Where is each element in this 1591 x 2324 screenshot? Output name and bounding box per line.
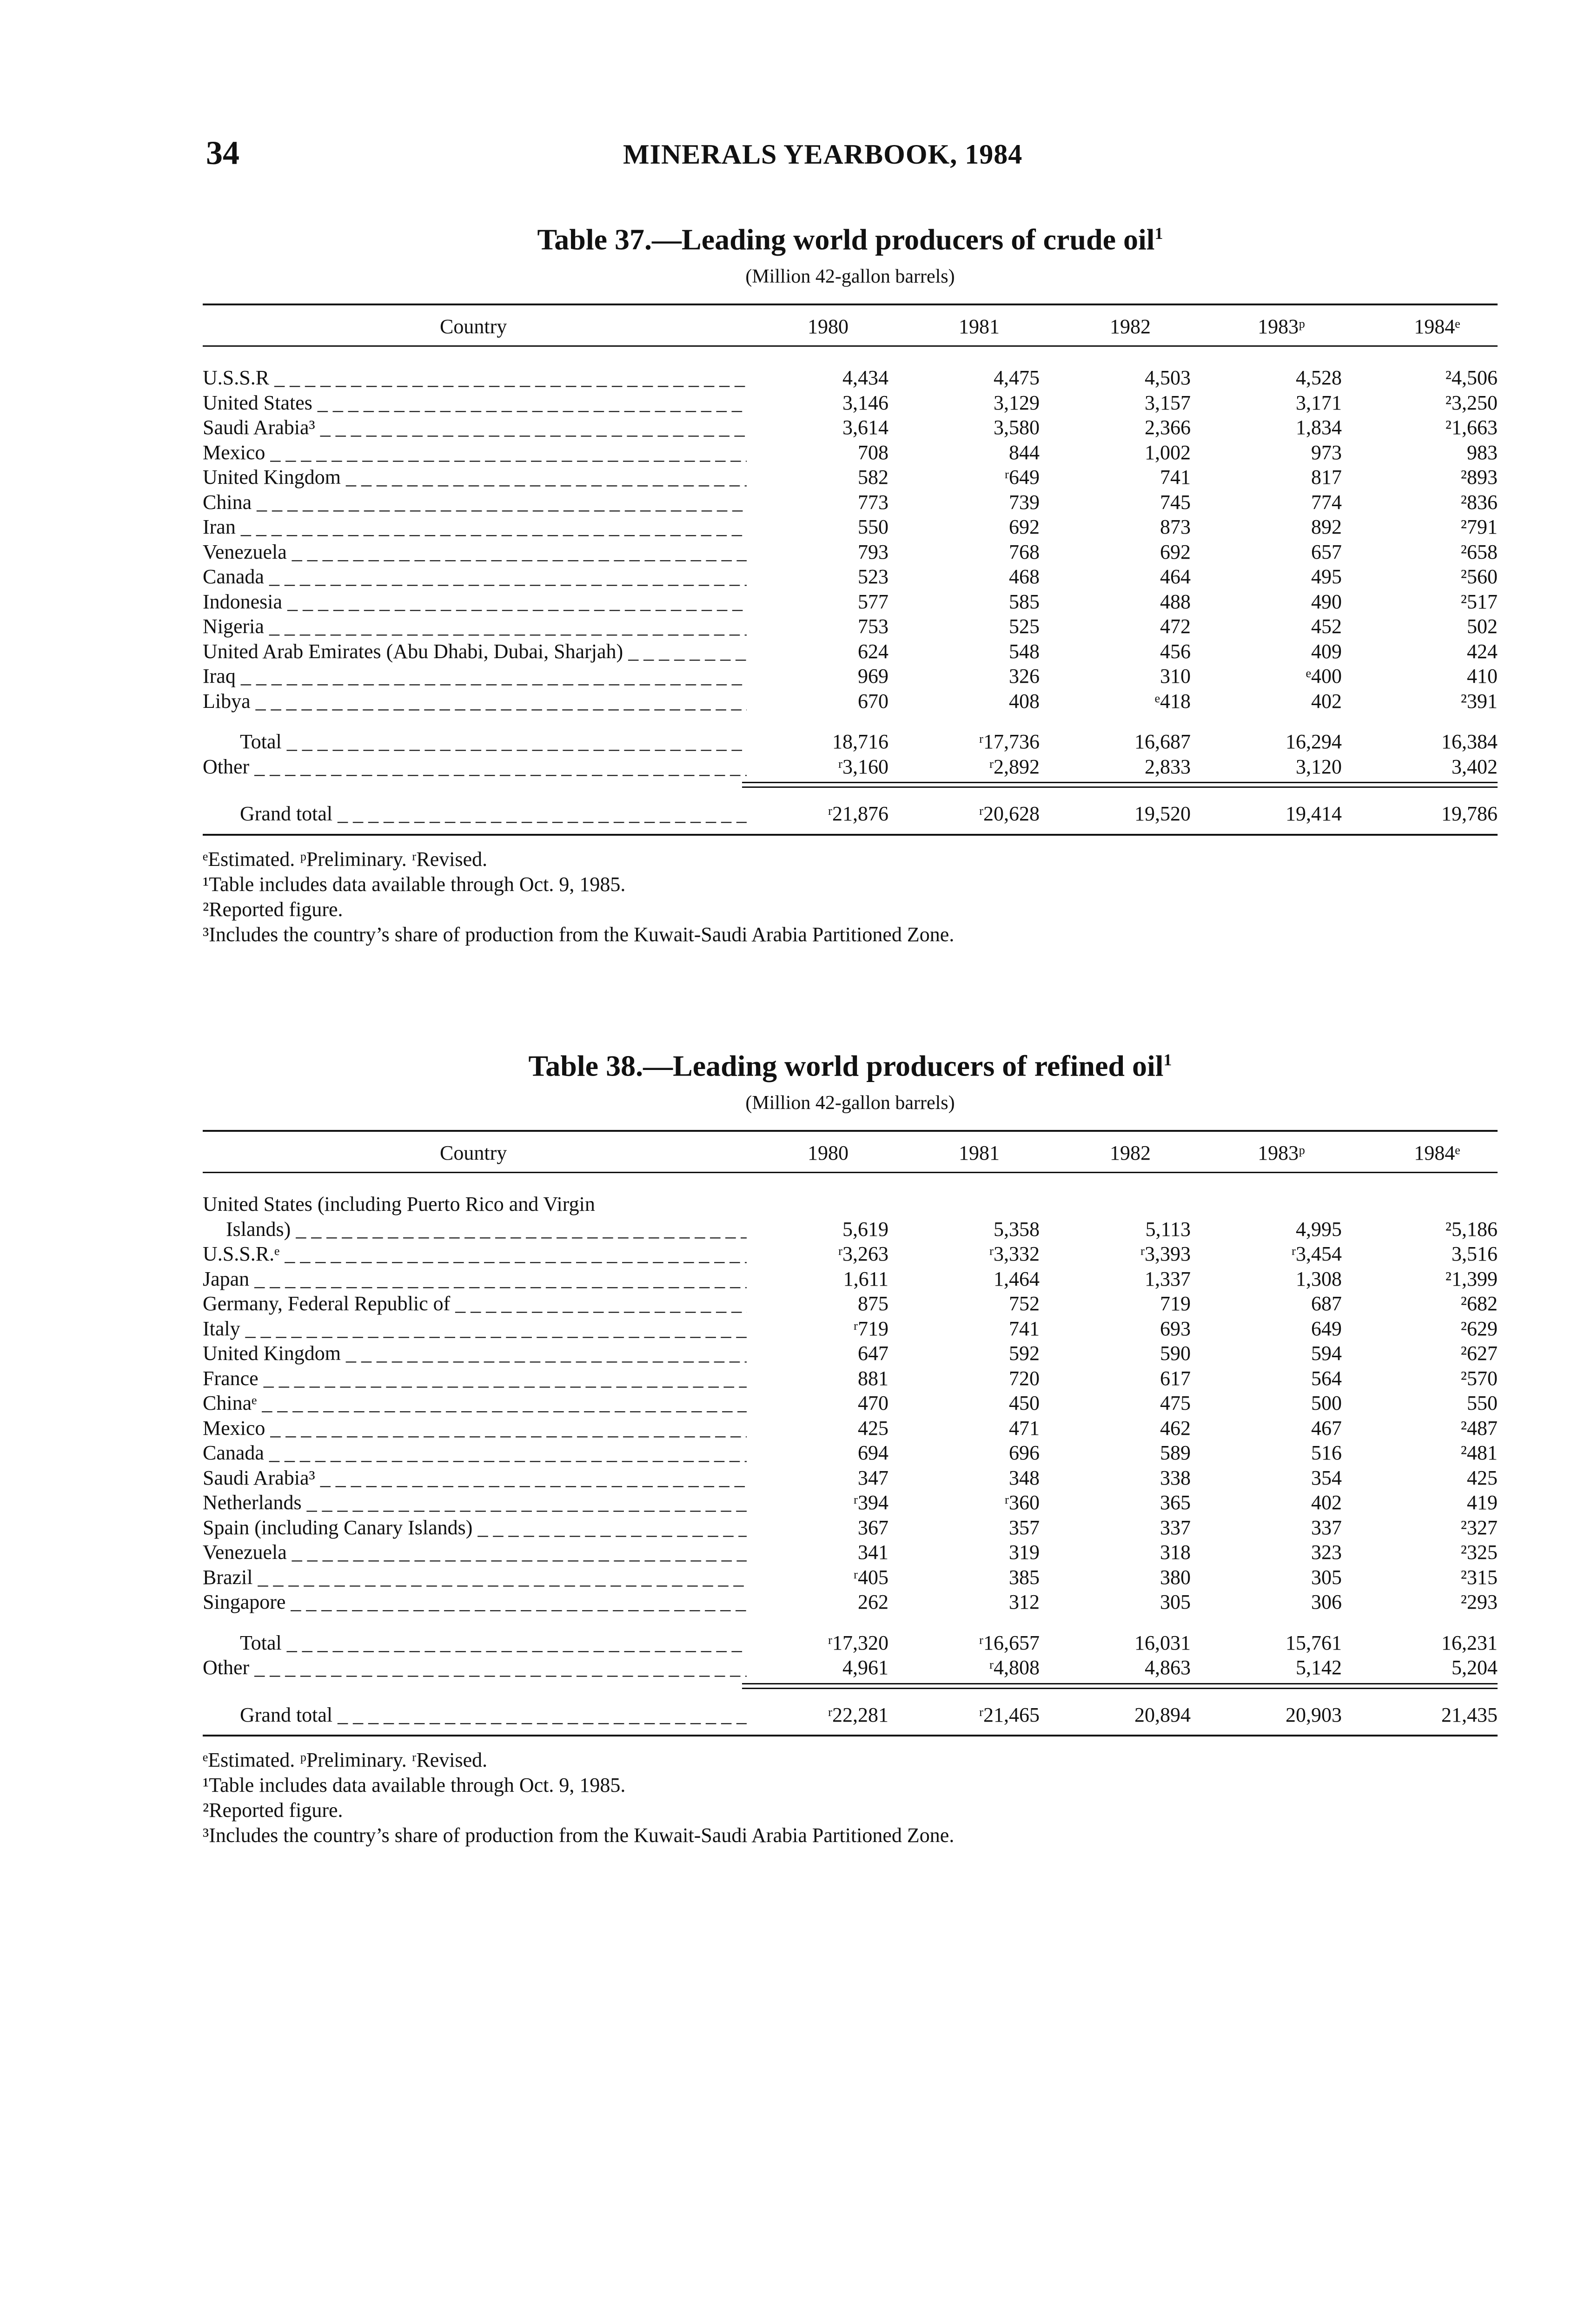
row-value: 468 (1009, 565, 1040, 588)
col-header-1980: 1980 (808, 315, 849, 338)
row-value: 3,516 (1452, 1242, 1498, 1266)
row-value: 657 (1311, 540, 1342, 563)
table-row (203, 390, 1498, 416)
row-value: 752 (1009, 1292, 1040, 1315)
row-value: 873 (1160, 515, 1191, 539)
row-value: 471 (1009, 1416, 1040, 1439)
row-value: 649 (1311, 1317, 1342, 1340)
row-value: ʳ3,454 (1291, 1242, 1342, 1266)
row-value: 3,171 (1296, 391, 1342, 414)
row-label: Canada _ _ _ (203, 564, 747, 589)
row-value: 696 (1009, 1441, 1040, 1465)
row-value: 402 (1311, 1491, 1342, 1514)
row-value: 402 (1311, 689, 1342, 713)
table-37-subtitle: (Million 42-gallon barrels) (745, 266, 955, 288)
row-value: 550 (1467, 1392, 1498, 1415)
row-value: 500 (1311, 1392, 1342, 1415)
row-value: 4,434 (842, 366, 888, 390)
row-value: 1,308 (1296, 1267, 1342, 1290)
row-value: 3,614 (842, 416, 888, 439)
row-label: United Kingdom _ _ _ (203, 1341, 747, 1366)
row-label: Saudi Arabia³ _ _ _ (203, 415, 747, 440)
row-value: 5,113 (1145, 1217, 1191, 1241)
row-value: 768 (1009, 540, 1040, 563)
row-value: 337 (1160, 1516, 1191, 1539)
table-38-totals (203, 1631, 1498, 1728)
table-row (203, 1341, 1498, 1366)
row-value: ²3,250 (1445, 391, 1498, 414)
row-value: 4,528 (1296, 366, 1342, 390)
row-value: 347 (858, 1466, 888, 1489)
row-value: 450 (1009, 1392, 1040, 1415)
row-value: ²517 (1460, 590, 1498, 613)
row-label: Libya _ _ _ (203, 689, 747, 714)
row-value: 624 (858, 640, 888, 663)
row-value: 419 (1467, 1491, 1498, 1514)
row-value: 1,834 (1296, 416, 1342, 439)
row-label: Venezuela _ _ _ (203, 540, 747, 565)
row-label: Singapore _ _ _ (203, 1590, 747, 1615)
row-value: 338 (1160, 1466, 1191, 1489)
table-row (203, 415, 1498, 440)
table-row (203, 1466, 1498, 1491)
row-value: ²893 (1460, 466, 1498, 489)
table-row (203, 1416, 1498, 1441)
table-row (203, 365, 1498, 390)
row-value: 5,619 (842, 1217, 888, 1241)
table-row (203, 1217, 1498, 1242)
row-label: Nigeria _ _ _ (203, 614, 747, 639)
row-value: 5,358 (994, 1217, 1040, 1241)
row-value: 564 (1311, 1367, 1342, 1390)
row-value: 2,366 (1145, 416, 1191, 439)
table-38-subtitle: (Million 42-gallon barrels) (745, 1092, 955, 1114)
col-header-1984: 1984ᵉ (1414, 1142, 1460, 1165)
row-value: 875 (858, 1292, 888, 1315)
row-value: 753 (858, 615, 888, 638)
table-row-total: Total _ _ _ 18,716 ʳ17,736 16,687 16,294 16,384 (203, 729, 1498, 754)
row-label: China _ _ _ (203, 490, 747, 515)
row-label: Germany, Federal Republic of _ _ _ (203, 1291, 747, 1316)
table-row (203, 689, 1498, 714)
row-value: ʳ3,393 (1140, 1242, 1191, 1266)
col-header-country: Country (440, 1142, 507, 1165)
row-value: 306 (1311, 1591, 1342, 1614)
row-value: ʳ3,263 (838, 1242, 888, 1266)
row-value: 462 (1160, 1416, 1191, 1439)
row-value: 502 (1467, 615, 1498, 638)
row-value: 409 (1311, 640, 1342, 663)
table-37 (203, 215, 1498, 947)
row-value: 495 (1311, 565, 1342, 588)
row-label: Italy _ _ _ (203, 1316, 747, 1341)
col-header-1982: 1982 (1110, 1142, 1151, 1165)
row-value: ²560 (1460, 565, 1498, 588)
row-value: 892 (1311, 515, 1342, 539)
table-row (203, 490, 1498, 515)
table-row-total: Total _ _ _ ʳ17,320 ʳ16,657 16,031 15,761 16,231 (203, 1631, 1498, 1656)
row-value: 3,157 (1145, 391, 1191, 414)
row-value: 1,002 (1145, 441, 1191, 464)
table-row (203, 515, 1498, 540)
row-value: 365 (1160, 1491, 1191, 1514)
row-value: 4,995 (1296, 1217, 1342, 1241)
row-value: 548 (1009, 640, 1040, 663)
row-value: ²836 (1460, 490, 1498, 514)
col-header-1983: 1983ᵖ (1258, 315, 1305, 338)
row-value: 490 (1311, 590, 1342, 613)
row-value: 589 (1160, 1441, 1191, 1465)
row-value: 310 (1160, 665, 1191, 688)
row-value: 844 (1009, 441, 1040, 464)
row-value: ²570 (1460, 1367, 1498, 1390)
row-value: 773 (858, 490, 888, 514)
row-value: ²487 (1460, 1416, 1498, 1439)
row-value: 354 (1311, 1466, 1342, 1489)
table-row (203, 1391, 1498, 1416)
table-row-grand-total: Grand total _ _ _ ʳ21,876 ʳ20,628 19,520 19,414 19,786 (203, 801, 1498, 826)
row-value: 577 (858, 590, 888, 613)
row-value: 3,146 (842, 391, 888, 414)
row-label: France _ _ _ (203, 1366, 747, 1391)
table-row (203, 1565, 1498, 1590)
table-row (203, 589, 1498, 614)
row-value: ²5,186 (1445, 1217, 1498, 1241)
row-label: United States _ _ _ (203, 390, 747, 416)
row-value: ²1,663 (1445, 416, 1498, 439)
col-header-country: Country (440, 315, 507, 338)
col-header-1984: 1984ᵉ (1414, 315, 1460, 338)
table-row (203, 1515, 1498, 1540)
table-38-header (203, 1132, 1498, 1172)
row-value: 341 (858, 1541, 888, 1564)
row-value: ʳ3,332 (989, 1242, 1040, 1266)
row-value: 719 (1160, 1292, 1191, 1315)
row-value: 817 (1311, 466, 1342, 489)
table-row (203, 1590, 1498, 1615)
col-header-1981: 1981 (959, 1142, 1000, 1165)
table-row-other: Other _ _ _ ʳ3,160 ʳ2,892 2,833 3,120 3,402 (203, 754, 1498, 779)
row-value: ²791 (1460, 515, 1498, 539)
table-row (203, 564, 1498, 589)
table-row (203, 1316, 1498, 1341)
row-value: 550 (858, 515, 888, 539)
row-value: 592 (1009, 1342, 1040, 1365)
table-row (203, 1490, 1498, 1515)
table-38 (203, 1041, 1498, 1848)
table-row (203, 1540, 1498, 1565)
row-value: 525 (1009, 615, 1040, 638)
row-value: 424 (1467, 640, 1498, 663)
row-label: Venezuela _ _ _ (203, 1540, 747, 1565)
table-row (203, 1366, 1498, 1391)
table-row (203, 1291, 1498, 1316)
row-label: Chinaᵉ _ _ _ (203, 1391, 747, 1416)
table-row (203, 614, 1498, 639)
row-value: 741 (1009, 1317, 1040, 1340)
row-value: 452 (1311, 615, 1342, 638)
row-value: 670 (858, 689, 888, 713)
running-head: MINERALS YEARBOOK, 1984 (623, 139, 1023, 170)
page-number: 34 (206, 134, 239, 172)
table-37-totals (203, 729, 1498, 826)
row-value: 4,475 (994, 366, 1040, 390)
row-value: 693 (1160, 1317, 1191, 1340)
row-value: 741 (1160, 466, 1191, 489)
row-value: ²325 (1460, 1541, 1498, 1564)
row-value: ²481 (1460, 1441, 1498, 1465)
row-value: ²627 (1460, 1342, 1498, 1365)
table-38-footnotes: ᵉEstimated. ᵖPreliminary. ʳRevised. ¹Table includes data available through Oct. 9, 1985. ²Reported figure. ³Includes the country’s share of production from the Kuwait-Saudi Arabia Partitioned Zone. (203, 1749, 955, 1847)
row-label: Mexico _ _ _ (203, 1416, 747, 1441)
row-value: 348 (1009, 1466, 1040, 1489)
row-value: 1,611 (843, 1267, 888, 1290)
row-value: 472 (1160, 615, 1191, 638)
row-value: 305 (1160, 1591, 1191, 1614)
table-37-title: Table 37.—Leading world producers of crude oil$^1$ (537, 223, 1163, 256)
col-header-1981: 1981 (959, 315, 1000, 338)
row-value: ²4,506 (1445, 366, 1498, 390)
row-value: 694 (858, 1441, 888, 1465)
row-value: 467 (1311, 1416, 1342, 1439)
row-value: 973 (1311, 441, 1342, 464)
table-row (203, 1241, 1498, 1267)
row-value: 475 (1160, 1392, 1191, 1415)
row-value: 425 (1467, 1466, 1498, 1489)
row-value: 367 (858, 1516, 888, 1539)
row-label: Islands) _ _ _ (226, 1217, 747, 1242)
row-value: 410 (1467, 665, 1498, 688)
row-value: ²682 (1460, 1292, 1498, 1315)
row-value: 456 (1160, 640, 1191, 663)
row-value: 692 (1009, 515, 1040, 539)
row-label: Iran _ _ _ (203, 515, 747, 540)
table-row (203, 664, 1498, 689)
row-value: 318 (1160, 1541, 1191, 1564)
row-value: ʳ649 (1004, 466, 1040, 489)
row-value: ²293 (1460, 1591, 1498, 1614)
row-value: 793 (858, 540, 888, 563)
table-38-title: Table 38.—Leading world producers of refined oil$^1$ (528, 1049, 1172, 1083)
table-37-body (203, 365, 1498, 713)
row-label: Iraq _ _ _ (203, 664, 747, 689)
row-value: 1,464 (994, 1267, 1040, 1290)
row-value: 323 (1311, 1541, 1342, 1564)
row-label: Netherlands _ _ _ (203, 1490, 747, 1515)
row-value: ʳ394 (853, 1491, 888, 1514)
row-value: 425 (858, 1416, 888, 1439)
row-label: Japan _ _ _ (203, 1267, 747, 1292)
row-value: 720 (1009, 1367, 1040, 1390)
row-value: ²391 (1460, 689, 1498, 713)
row-value: 617 (1160, 1367, 1191, 1390)
row-value: 326 (1009, 665, 1040, 688)
row-value: 408 (1009, 689, 1040, 713)
row-value: 3,129 (994, 391, 1040, 414)
table-row (203, 540, 1498, 565)
row-label: United Kingdom _ _ _ (203, 465, 747, 490)
row-value: 3,580 (994, 416, 1040, 439)
row-value: 881 (858, 1367, 888, 1390)
row-value: 470 (858, 1392, 888, 1415)
row-label: Indonesia _ _ _ (203, 589, 747, 614)
row-value: 319 (1009, 1541, 1040, 1564)
row-value: ²1,399 (1445, 1267, 1498, 1290)
row-value: 647 (858, 1342, 888, 1365)
row-value: 523 (858, 565, 888, 588)
row-value: 692 (1160, 540, 1191, 563)
col-header-1980: 1980 (808, 1142, 849, 1165)
row-value: ʳ360 (1004, 1491, 1040, 1514)
row-value: 262 (858, 1591, 888, 1614)
row-value: ²315 (1460, 1565, 1498, 1589)
row-value: 774 (1311, 490, 1342, 514)
row-value: 337 (1311, 1516, 1342, 1539)
row-value: ʳ719 (853, 1317, 888, 1340)
row-value: 464 (1160, 565, 1191, 588)
row-value: 969 (858, 665, 888, 688)
row-label: Mexico _ _ _ (203, 440, 747, 465)
row-label: Saudi Arabia³ _ _ _ (203, 1466, 747, 1491)
row-value: ᵉ418 (1154, 689, 1191, 713)
row-value: ᵉ400 (1306, 665, 1342, 688)
row-value: 739 (1009, 490, 1040, 514)
table-row (203, 1267, 1498, 1292)
row-value: ²629 (1460, 1317, 1498, 1340)
row-value: ʳ405 (853, 1565, 888, 1589)
row-value: ²658 (1460, 540, 1498, 563)
table-38-body (203, 1192, 1498, 1615)
row-value: 305 (1311, 1565, 1342, 1589)
row-value: 590 (1160, 1342, 1191, 1365)
table-row (203, 440, 1498, 465)
table-row (203, 465, 1498, 490)
table-row-other: Other _ _ _ 4,961 ʳ4,808 4,863 5,142 5,204 (203, 1655, 1498, 1680)
table-37-footnotes: ᵉEstimated. ᵖPreliminary. ʳRevised. ¹Table includes data available through Oct. 9, 1985. ²Reported figure. ³Includes the country’s share of production from the Kuwait-Saudi Arabia Partitioned Zone. (203, 847, 955, 946)
row-value: 488 (1160, 590, 1191, 613)
row-value: 385 (1009, 1565, 1040, 1589)
row-label: United Arab Emirates (Abu Dhabi, Dubai, Sharjah) _ _ _ (203, 639, 747, 664)
table-row (203, 1440, 1498, 1466)
row-label: Canada _ _ _ (203, 1440, 747, 1466)
row-value: 585 (1009, 590, 1040, 613)
row-value: 687 (1311, 1292, 1342, 1315)
col-header-1982: 1982 (1110, 315, 1151, 338)
row-value: 380 (1160, 1565, 1191, 1589)
col-header-1983: 1983ᵖ (1258, 1142, 1305, 1165)
row-value: 1,337 (1145, 1267, 1191, 1290)
row-label: Spain (including Canary Islands) _ _ _ (203, 1515, 747, 1540)
table-37-header (203, 305, 1498, 345)
row-label: Brazil _ _ _ (203, 1565, 747, 1590)
row-value: 708 (858, 441, 888, 464)
row-label: U.S.S.R _ _ _ (203, 365, 747, 390)
row-value: 745 (1160, 490, 1191, 514)
table-row (203, 639, 1498, 664)
row-value: 594 (1311, 1342, 1342, 1365)
table-row: United States (including Puerto Rico and Virgin (203, 1193, 595, 1216)
row-value: 4,503 (1145, 366, 1191, 390)
row-value: 983 (1467, 441, 1498, 464)
row-label: U.S.S.R.ᵉ _ _ _ (203, 1241, 747, 1267)
row-value: ²327 (1460, 1516, 1498, 1539)
row-value: 582 (858, 466, 888, 489)
row-value: 312 (1009, 1591, 1040, 1614)
row-value: 357 (1009, 1516, 1040, 1539)
table-row-grand-total: Grand total _ _ _ ʳ22,281 ʳ21,465 20,894 20,903 21,435 (203, 1703, 1498, 1728)
row-value: 516 (1311, 1441, 1342, 1465)
